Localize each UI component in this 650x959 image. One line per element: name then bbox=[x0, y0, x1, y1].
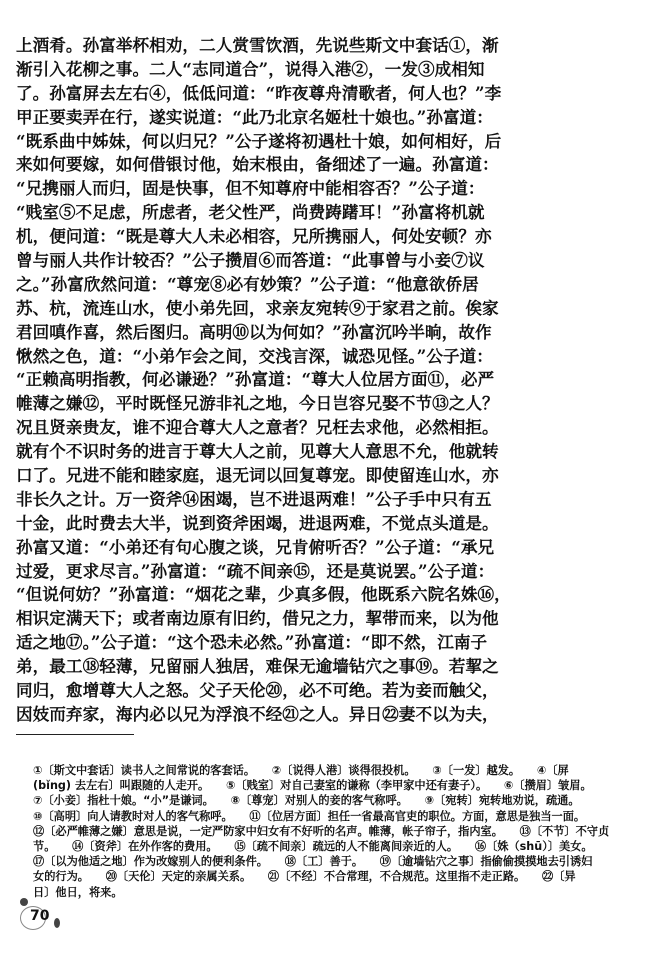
footnote-separator bbox=[16, 734, 134, 735]
text-line: 因妓而弃家，海内必以兄为浮浪不经㉑之人。异日㉒妻不以为夫， bbox=[16, 703, 499, 724]
text-line: 适之地⑰。”公子道：“这个恐未必然。”孙富道：“即不然，江南子 bbox=[16, 632, 488, 653]
text-line: 相识定满天下；或者南边原有旧约，借兄之力，挈带而来，以为他 bbox=[16, 608, 499, 629]
footnote-line: 节。 ⑭〔资斧〕在外作客的费用。 ⑮〔疏不间亲〕疏远的人不能离间亲近的人。 ⑯〔姝（shū）〕美女。 bbox=[33, 839, 593, 853]
text-line: 非长久之计。万一资斧⑭困竭，岂不进退两难！”公子手中只有五 bbox=[16, 488, 492, 509]
text-line: 曾与丽人共作计较否？”公子攒眉⑥而答道：“此事曾与小妾⑦议 bbox=[16, 250, 485, 271]
text-line: 况且贤亲贵友，谁不迎合尊大人之意者？兄枉去求他，必然相拒。 bbox=[16, 417, 499, 438]
text-line: “正赖高明指教，何必谦逊？”孙富道：“尊大人位居方面⑪，必严 bbox=[16, 369, 495, 390]
footnote-line: ⑰〔以为他适之地〕作为改嫁别人的便利条件。 ⑱〔工〕善于。 ⑲〔逾墙钻穴之事〕指偷偷摸摸地去引诱妇 bbox=[33, 855, 593, 869]
text-line: 之。”孙富欣然问道：“尊宠⑧必有妙策？”公子道：“他意欲侨居 bbox=[16, 273, 479, 294]
text-line: 机，便问道：“既是尊大人未必相容，兄所携丽人，何处安顿？亦 bbox=[16, 226, 492, 247]
text-line: 愀然之色，道：“小弟乍会之间，交浅言深，诚恐见怪。”公子道： bbox=[16, 345, 493, 366]
text-line: 来如何要嫁，如何借银讨他，始末根由，备细述了一遍。孙富道： bbox=[16, 154, 499, 175]
text-line: 孙富又道：“小弟还有句心腹之谈，兄肯俯听否？”公子道：“承兄 bbox=[16, 536, 495, 557]
flower-ornament-icon bbox=[20, 898, 28, 906]
page-number-badge bbox=[18, 898, 64, 936]
footnote-line: ⑩〔高明〕向人请教时对人的客气称呼。 ⑪〔位居方面〕担任一省最高官吏的职位。方面，意思是独当一面。 bbox=[33, 809, 586, 823]
text-line: 甲正要卖弄在行，遂实说道：“此乃北京名姬杜十娘也。”孙富道： bbox=[16, 106, 493, 127]
footnote-line: ⑫〔必严帷薄之嫌〕意思是说，一定严防家中妇女有不好听的名声。帷薄，帐子帘子，指内室。 ⑬〔不节〕不守贞 bbox=[33, 824, 610, 838]
page-number: 70 bbox=[30, 908, 50, 924]
text-line: 渐引入花柳之事。二人“志同道合”，说得入港②，一发③成相知 bbox=[16, 58, 485, 79]
text-line: “但说何妨？”孙富道：“烟花之辈，少真多假，他既系六院名姝⑯， bbox=[16, 584, 511, 605]
text-line: 过爱，更求尽言。”孙富道：“疏不间亲⑮，还是莫说罢。”公子道： bbox=[16, 560, 495, 581]
main-text bbox=[16, 34, 511, 727]
text-line: “贱室⑤不足虑，所虑者，老父性严，尚费踌躇耳！”孙富将机就 bbox=[16, 202, 485, 223]
footnote-line: 女的行为。 ⑳〔天伦〕天定的亲属关系。 ㉑〔不经〕不合常理，不合规范。这里指不走正路。 ㉒〔异 bbox=[33, 870, 576, 884]
text-line: 就有个不识时务的进言于尊大人之前，见尊大人意思不允，他就转 bbox=[16, 441, 499, 462]
footnote-line: (bǐng) 去左右〕叫跟随的人走开。 ⑤〔贱室〕对自己妻室的谦称（李甲家中还有妻子）。 ⑥〔攒眉〕皱眉。 bbox=[33, 779, 592, 793]
text-line: 同归，愈增尊大人之怒。父子天伦⑳，必不可绝。若为妾而触父， bbox=[16, 680, 499, 701]
text-line: 苏、杭，流连山水，使小弟先回，求亲友宛转⑨于家君之前。俟家 bbox=[16, 297, 499, 318]
text-line: 帷薄之嫌⑫，平时既怪兄游非礼之地，今日岂容兄娶不节⑬之人？ bbox=[16, 393, 499, 414]
text-line: 了。孙富屏去左右④，低低问道：“昨夜尊舟清歌者，何人也？”李 bbox=[16, 82, 502, 103]
text-line: “兄携丽人而归，固是快事，但不知尊府中能相容否？”公子道： bbox=[16, 178, 485, 199]
text-line: 君回嗔作喜，然后图归。高明⑩以为何如？”孙富沉吟半晌，故作 bbox=[16, 321, 492, 342]
text-line: 口了。兄进不能和睦家庭，退无词以回复尊宠。即使留连山水，亦 bbox=[16, 465, 499, 486]
text-line: 十金，此时费去大半，说到资斧困竭，进退两难，不觉点头道是。 bbox=[16, 512, 499, 533]
footnote-line: 日〕他日，将来。 bbox=[33, 885, 123, 899]
text-line: 弟，最工⑱轻薄，兄留丽人独居，难保无逾墙钻穴之事⑲。若挈之 bbox=[16, 656, 499, 677]
text-line: “既系曲中姊妹，何以归兄？”公子遂将初遇杜十娘，如何相好，后 bbox=[16, 130, 502, 151]
footnotes bbox=[33, 763, 613, 900]
text-line: 上酒肴。孙富举杯相劝，二人赏雪饮酒，先说些斯文中套话①，渐 bbox=[16, 35, 499, 55]
footnote-line: ⑦〔小妾〕指杜十娘。“小”是谦词。 ⑧〔尊宠〕对别人的妾的客气称呼。 ⑨〔宛转〕宛转地劝说，疏通。 bbox=[33, 794, 580, 808]
footnote-line: ①〔斯文中套话〕读书人之间常说的客套话。 ②〔说得人港〕谈得很投机。 ③〔一发〕越发。 ④〔屏 bbox=[33, 764, 569, 777]
flower-ornament-icon bbox=[54, 918, 60, 928]
